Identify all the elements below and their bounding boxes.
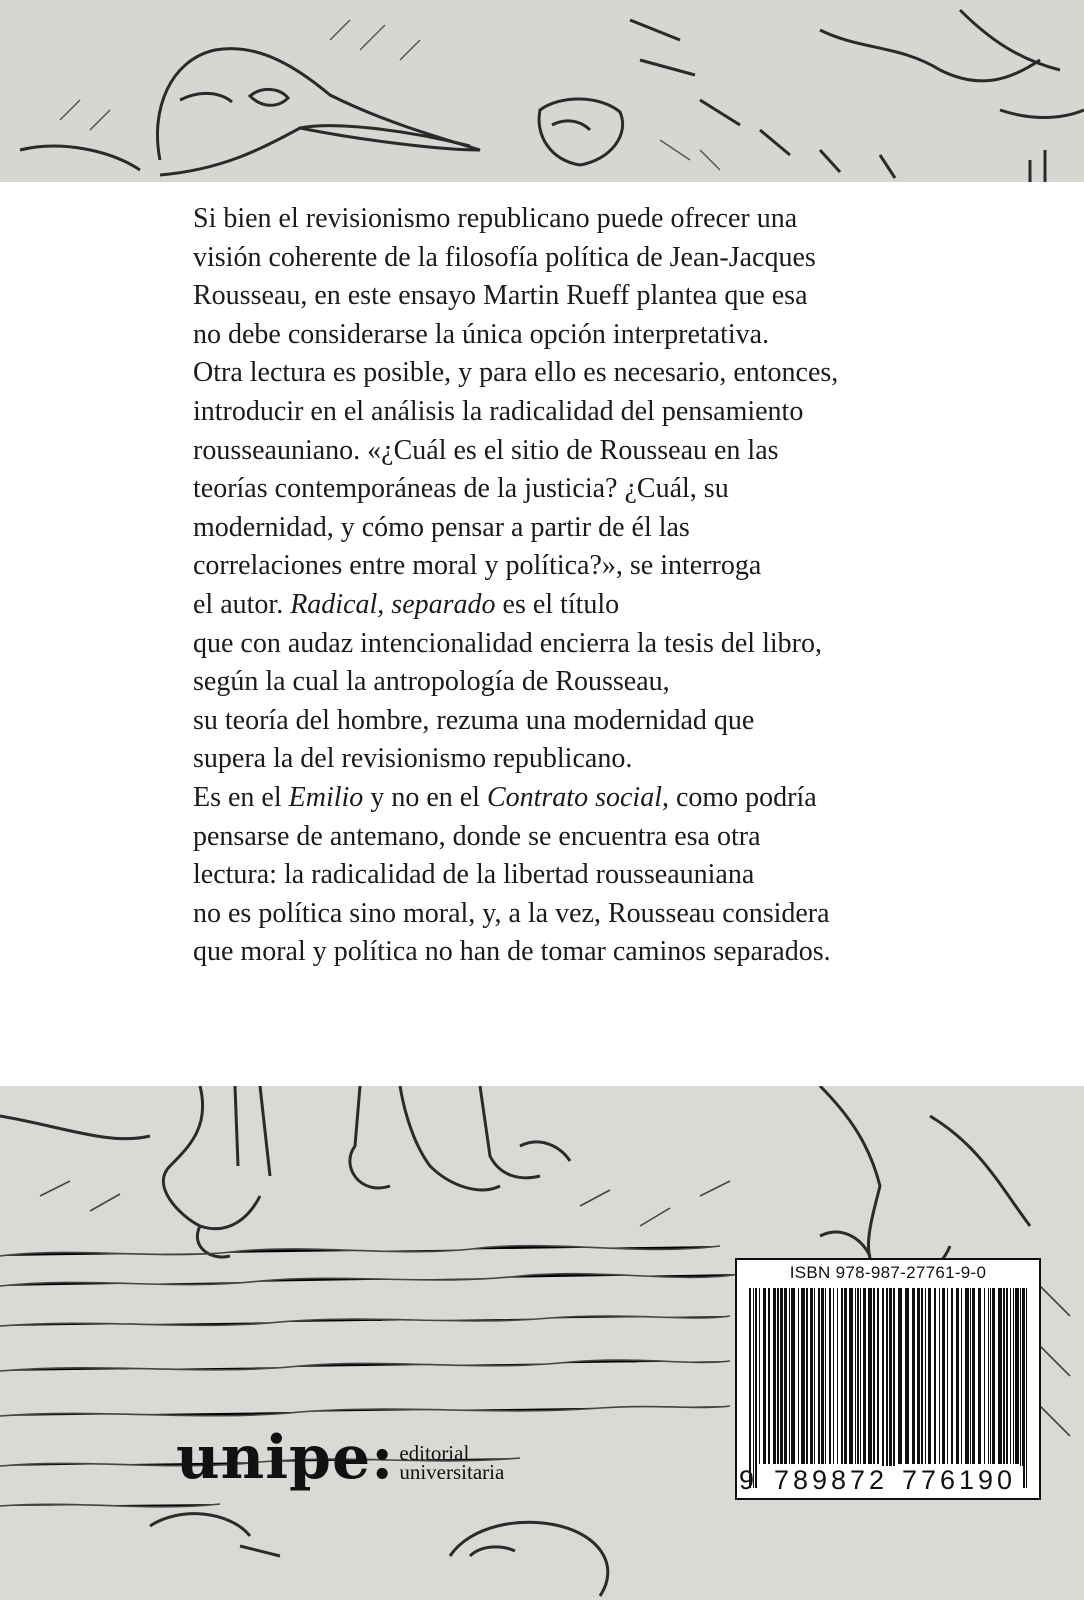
barcode-bar <box>768 1288 770 1464</box>
barcode-bar <box>855 1288 856 1464</box>
barcode-bar <box>882 1288 884 1488</box>
barcode-bar <box>791 1288 795 1464</box>
barcode-bar <box>998 1288 1002 1464</box>
barcode-bar <box>947 1288 948 1464</box>
blurb-text: Es en el <box>193 781 289 813</box>
blurb-line <box>193 895 973 934</box>
back-cover-blurb <box>193 200 973 972</box>
barcode-bar <box>978 1288 981 1464</box>
blurb-text: no debe considerarse la única opción interpretativa. <box>193 318 770 350</box>
barcode-bar <box>984 1288 985 1464</box>
barcode-bar <box>939 1288 940 1464</box>
barcode-bar <box>1022 1288 1025 1488</box>
blurb-line <box>193 277 973 316</box>
blurb-text: su teoría del hombre, rezuma una modernidad que <box>193 704 755 736</box>
barcode-bar <box>1015 1288 1019 1464</box>
barcode-bar <box>763 1288 766 1464</box>
barcode-bar <box>759 1288 760 1464</box>
back-cover-text-panel <box>0 182 1084 1086</box>
blurb-text: teorías contemporáneas de la justicia? ¿Cuál, su <box>193 473 729 505</box>
blurb-italic-title: Radical, separado <box>290 588 496 620</box>
barcode-bar <box>1013 1288 1014 1464</box>
publisher-tagline <box>399 1441 505 1488</box>
barcode-bar <box>868 1288 872 1464</box>
barcode-bar <box>844 1288 847 1464</box>
barcode-bar <box>753 1288 754 1488</box>
barcode-bar <box>1006 1288 1008 1464</box>
barcode-bar <box>1026 1288 1027 1488</box>
blurb-line <box>193 239 973 278</box>
blurb-text: Si bien el revisionismo republicano puede ofrecer una <box>193 203 798 234</box>
barcode-bar <box>829 1288 831 1464</box>
blurb-text: Rousseau, en este ensayo Martin Rueff plantea que esa <box>193 280 808 312</box>
blurb-line <box>193 663 973 702</box>
blurb-text: introducir en el análisis la radicalidad del pensamiento <box>193 395 804 427</box>
blurb-text: es el título <box>495 588 620 620</box>
blurb-text: el autor. <box>193 588 291 620</box>
ean-left-digits: 789872 <box>773 1465 889 1495</box>
blurb-text: visión coherente de la filosofía política de Jean-Jacques <box>193 241 816 273</box>
barcode-bar <box>877 1288 879 1464</box>
barcode-bar <box>905 1288 909 1464</box>
blurb-text: modernidad, y cómo pensar a partir de él las <box>193 511 690 543</box>
blurb-text: lectura: la radicalidad de la libertad rousseauniana <box>193 859 755 891</box>
barcode-bar <box>818 1288 820 1464</box>
blurb-line <box>193 933 973 972</box>
barcode-bar <box>784 1288 787 1464</box>
blurb-text: correlaciones entre moral y política?», se interroga <box>193 550 762 582</box>
publisher-tagline-line1: editorial <box>399 1441 470 1465</box>
blurb-line <box>193 547 973 586</box>
barcode-bars-icon <box>749 1288 1027 1488</box>
barcode-bar <box>925 1288 926 1464</box>
barcode-bar <box>992 1288 995 1464</box>
barcode-bar <box>886 1288 888 1488</box>
barcode-bar <box>833 1288 834 1464</box>
isbn-label: ISBN 978-987-27761-9-0 <box>789 1263 987 1282</box>
barcode-bar <box>755 1288 757 1488</box>
engraving-bird-head-icon <box>0 0 1084 182</box>
barcode-bar <box>825 1288 826 1464</box>
blurb-line <box>193 200 973 239</box>
barcode-bar <box>863 1288 866 1464</box>
blurb-line <box>193 856 973 895</box>
blurb-text: , como podría <box>661 781 817 813</box>
barcode-bar <box>1020 1288 1021 1488</box>
barcode-bar <box>801 1288 805 1464</box>
blurb-line <box>193 354 973 393</box>
barcode-bar <box>841 1288 843 1464</box>
blurb-line <box>193 316 973 355</box>
blurb-italic-title: Contrato social <box>486 781 662 813</box>
barcode-bar <box>965 1288 969 1464</box>
barcode-bar <box>1010 1288 1011 1464</box>
publisher-logo-colon: : <box>371 1423 394 1493</box>
blurb-text: rousseauniano. «¿Cuál es el sitio de Rousseau en las <box>193 434 779 466</box>
blurb-line <box>193 818 973 857</box>
barcode-bar <box>749 1288 751 1488</box>
blurb-line <box>193 470 973 509</box>
blurb-line <box>193 779 973 818</box>
barcode-bar <box>889 1288 892 1488</box>
blurb-text: que moral y política no han de tomar caminos separados. <box>193 936 831 968</box>
blurb-line <box>193 702 973 741</box>
blurb-line <box>193 586 973 625</box>
ean-first-digit: 9 <box>739 1465 755 1495</box>
blurb-text: no es política sino moral, y, a la vez, Rousseau considera <box>193 897 830 929</box>
barcode-bar <box>990 1288 991 1464</box>
blurb-text: y no en el <box>363 781 487 813</box>
barcode-bar <box>806 1288 808 1464</box>
blurb-text: supera la del revisionismo republicano. <box>193 743 633 775</box>
blurb-text: que con audaz intencionalidad encierra la tesis del libro, <box>193 627 822 659</box>
barcode-bar <box>970 1288 971 1464</box>
publisher-logo-word: unipe <box>176 1423 372 1493</box>
top-engraving <box>0 0 1084 182</box>
barcode-bar <box>917 1288 920 1464</box>
blurb-text: Otra lectura es posible, y para ello es necesario, entonces, <box>193 357 839 389</box>
barcode-bar <box>810 1288 813 1464</box>
blurb-line <box>193 432 973 471</box>
blurb-text: según la cual la antropología de Rousseau, <box>193 666 670 698</box>
blurb-line <box>193 393 973 432</box>
blurb-text: pensarse de antemano, donde se encuentra esa otra <box>193 820 761 852</box>
blurb-italic-title: Emilio <box>288 781 364 813</box>
barcode-bar <box>928 1288 931 1464</box>
barcode-bar <box>912 1288 915 1464</box>
isbn-barcode <box>735 1258 1041 1500</box>
blurb-line <box>193 740 973 779</box>
barcode-bar <box>934 1288 936 1464</box>
barcode-bar <box>1003 1288 1005 1464</box>
barcode-bar <box>798 1288 799 1464</box>
barcode-bar <box>773 1288 776 1464</box>
barcode-bar <box>860 1288 861 1464</box>
publisher-logo <box>176 1423 505 1493</box>
barcode-bar <box>821 1288 824 1464</box>
barcode-bar <box>777 1288 779 1464</box>
barcode-bar <box>857 1288 859 1464</box>
barcode-bar <box>921 1288 923 1464</box>
blurb-line <box>193 509 973 548</box>
blurb-line <box>193 625 973 664</box>
barcode-bar <box>972 1288 975 1464</box>
barcode-bar <box>951 1288 953 1464</box>
barcode-bar <box>961 1288 962 1464</box>
barcode-bar <box>988 1288 989 1464</box>
ean-right-digits: 776190 <box>901 1465 1017 1495</box>
barcode-bar <box>898 1288 902 1464</box>
publisher-tagline-line2: universitaria <box>399 1460 505 1484</box>
barcode-bar <box>956 1288 959 1464</box>
barcode-bar <box>849 1288 853 1464</box>
barcode-bar <box>873 1288 875 1464</box>
barcode-bar <box>780 1288 783 1464</box>
barcode-bar <box>942 1288 945 1464</box>
barcode-bar <box>893 1288 895 1488</box>
barcode-bar <box>837 1288 838 1464</box>
barcode-bar <box>814 1288 815 1464</box>
barcode-bar <box>789 1288 790 1464</box>
